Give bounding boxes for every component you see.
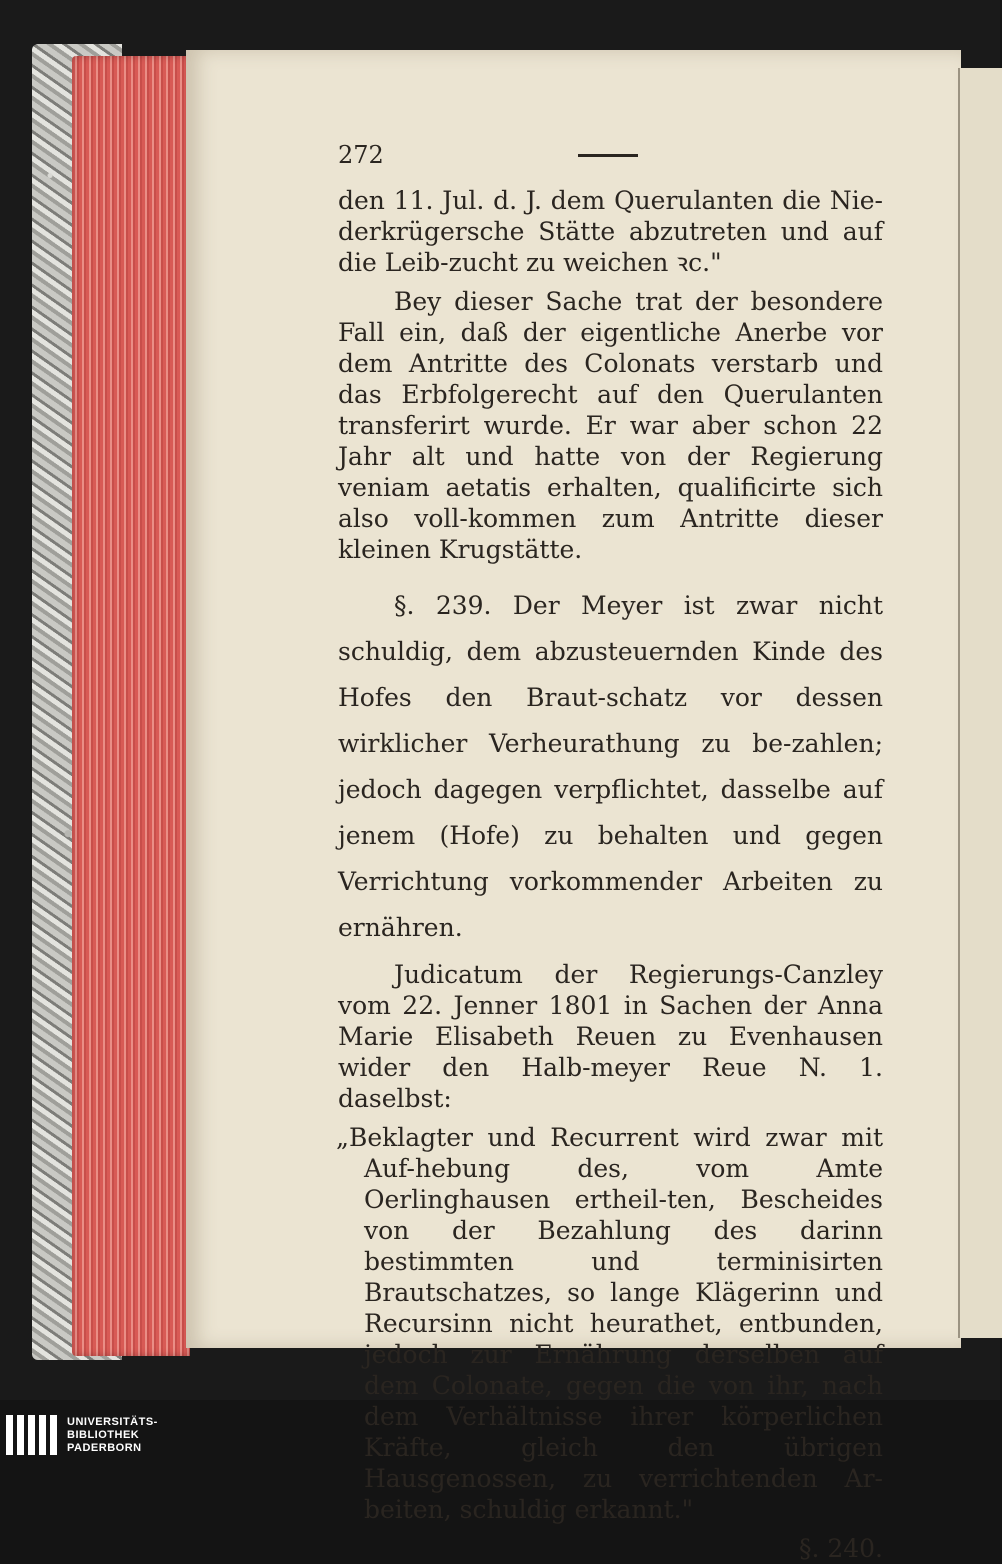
- library-logo-text: [67, 1416, 158, 1455]
- logo-line-3: PADERBORN: [67, 1441, 142, 1454]
- page-text: [338, 140, 883, 1564]
- header-rule: [578, 154, 638, 171]
- book-page: [186, 50, 961, 1563]
- logo-line-2: BIBLIOTHEK: [67, 1428, 140, 1441]
- paragraph-5: „Beklagter und Recurrent wird zwar mit Auf-hebung des, vom Amte Oerlinghausen ertheil-ten, Bescheides von der Bezahlung des darinn bestimmten und terminisirten Brautschatzes, so lange Klägerinn und Recursinn nicht heurathet, entbunden, jedoch zur Ernährung derselben auf dem Colonate, gegen die von ihr, nach dem Verhältnisse ihrer körperlichen Kräfte, gleich den übrigen Hausgenossen, zu verrichtenden Ar-beiten, schuldig erkannt.": [336, 1123, 883, 1524]
- library-logo: [0, 1410, 300, 1460]
- paragraph-3: §. 239. Der Meyer ist zwar nicht schuldig, dem abzusteuernden Kinde des Hofes den Braut-schatz vor dessen wirklicher Verheurathung zu be-zahlen; jedoch dagegen verpflichtet, dasselbe auf jenem (Hofe) zu behalten und gegen Verrichtung vorkommender Arbeiten zu ernähren.: [338, 591, 883, 942]
- logo-line-1: UNIVERSITÄTS-: [67, 1415, 158, 1428]
- library-logo-icon: [6, 1415, 57, 1455]
- paragraph-4: Judicatum der Regierungs-Canzley vom 22. Jenner 1801 in Sachen der Anna Marie Elisabeth Reuen zu Evenhausen wider den Halb-meyer Reue N. 1. daselbst:: [338, 960, 883, 1113]
- paragraph-1: den 11. Jul. d. J. dem Querulanten die Nie-derkrügersche Stätte abzutreten und auf die Leib-zucht zu weichen ꝛc.": [338, 186, 883, 277]
- facing-page-edge: [958, 68, 1002, 1338]
- catchword: §. 240.: [798, 1534, 883, 1563]
- page-number: 272: [338, 141, 384, 169]
- paragraph-2: Bey dieser Sache trat der besondere Fall ein, daß der eigentliche Anerbe vor dem Antritte des Colonats verstarb und das Erbfolgerecht auf den Querulanten transferirt wurde. Er war aber schon 22 Jahr alt und hatte von der Regierung veniam aetatis erhalten, qualificirte sich also voll-kommen zum Antritte dieser kleinen Krugstätte.: [338, 287, 883, 564]
- page-header: [338, 140, 638, 171]
- red-page-edges: [72, 56, 190, 1356]
